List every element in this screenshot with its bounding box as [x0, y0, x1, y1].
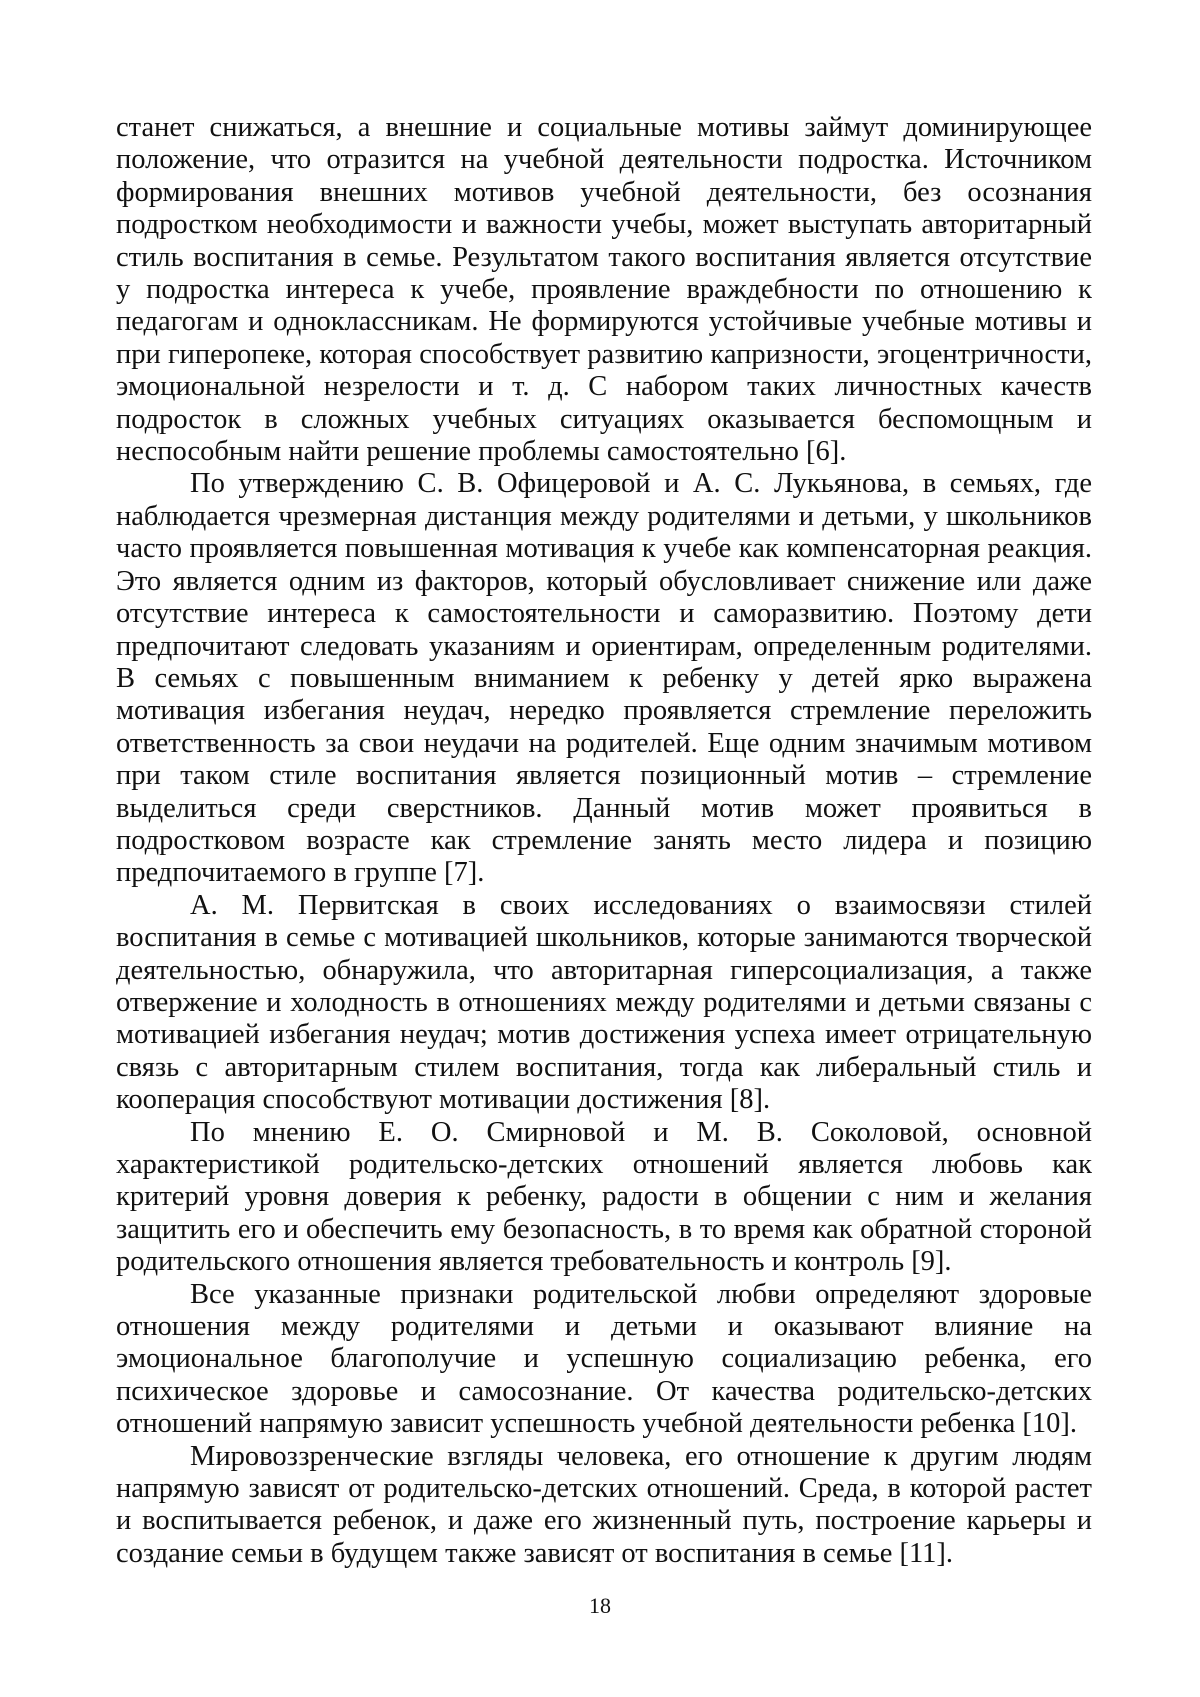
paragraph-5: Все указанные признаки родительской любви определяют здоровые отношения между родителями и детьми и оказывают влияние на эмоциональное благополучие и успешную социализацию ребенка, его психическое здоровье и самосознание. От качества родительско-детских отношений напрямую зависит успешность учебной деятельности ребенка [10].	[116, 1278, 1092, 1440]
page-number: 18	[589, 1593, 611, 1618]
paragraph-2: По утверждению С. В. Офицеровой и А. С. Лукьянова, в семьях, где наблюдается чрезмерная дистанция между родителями и детьми, у школьников часто проявляется повышенная мотивация к учебе как компенсаторная реакция. Это является одним из факторов, который обусловливает снижение или даже отсутствие интереса к самостоятельности и саморазвитию. Поэтому дети предпочитают следовать указаниям и ориентирам, определенным родителями. В семьях с повышенным вниманием к ребенку у детей ярко выражена мотивация избегания неудач, нередко проявляется стремление переложить ответственность за свои неудачи на родителей. Еще одним значимым мотивом при таком стиле воспитания является позиционный мотив – стремление выделиться среди сверстников. Данный мотив может проявиться в подростковом возрасте как стремление занять место лидера и позицию предпочитаемого в группе [7].	[116, 468, 1092, 889]
paragraph-6: Мировоззренческие взгляды человека, его отношение к другим людям напрямую зависят от родительско-детских отношений. Среда, в которой растет и воспитывается ребенок, и даже его жизненный путь, построение карьеры и создание семьи в будущем также зависят от воспитания в семье [11].	[116, 1440, 1092, 1569]
paragraph-3: А. М. Первитская в своих исследованиях о взаимосвязи стилей воспитания в семье с мотивацией школьников, которые занимаются творческой деятельностью, обнаружила, что авторитарная гиперсоциализация, а также отвержение и холодность в отношениях между родителями и детьми связаны с мотивацией избегания неудач; мотив достижения успеха имеет отрицательную связь с авторитарным стилем воспитания, тогда как либеральный стиль и кооперация способствуют мотивации достижения [8].	[116, 889, 1092, 1116]
paragraph-1: станет снижаться, а внешние и социальные мотивы займут доминирующее положение, что отразится на учебной деятельности подростка. Источником формирования внешних мотивов учебной деятельности, без осознания подростком необходимости и важности учебы, может выступать авторитарный стиль воспитания в семье. Результатом такого воспитания является отсутствие у подростка интереса к учебе, проявление враждебности по отношению к педагогам и одноклассникам. Не формируются устойчивые учебные мотивы и при гиперопеке, которая способствует развитию капризности, эгоцентричности, эмоциональной незрелости и т. д. С набором таких личностных качеств подросток в сложных учебных ситуациях оказывается беспомощным и неспособным найти решение проблемы самостоятельно [6].	[116, 112, 1092, 468]
page-body	[116, 112, 1092, 1570]
paragraph-4: По мнению Е. О. Смирновой и М. В. Соколовой, основной характеристикой родительско-детских отношений является любовь как критерий уровня доверия к ребенку, радости в общении с ним и желания защитить его и обеспечить ему безопасность, в то время как обратной стороной родительского отношения является требовательность и контроль [9].	[116, 1116, 1092, 1278]
